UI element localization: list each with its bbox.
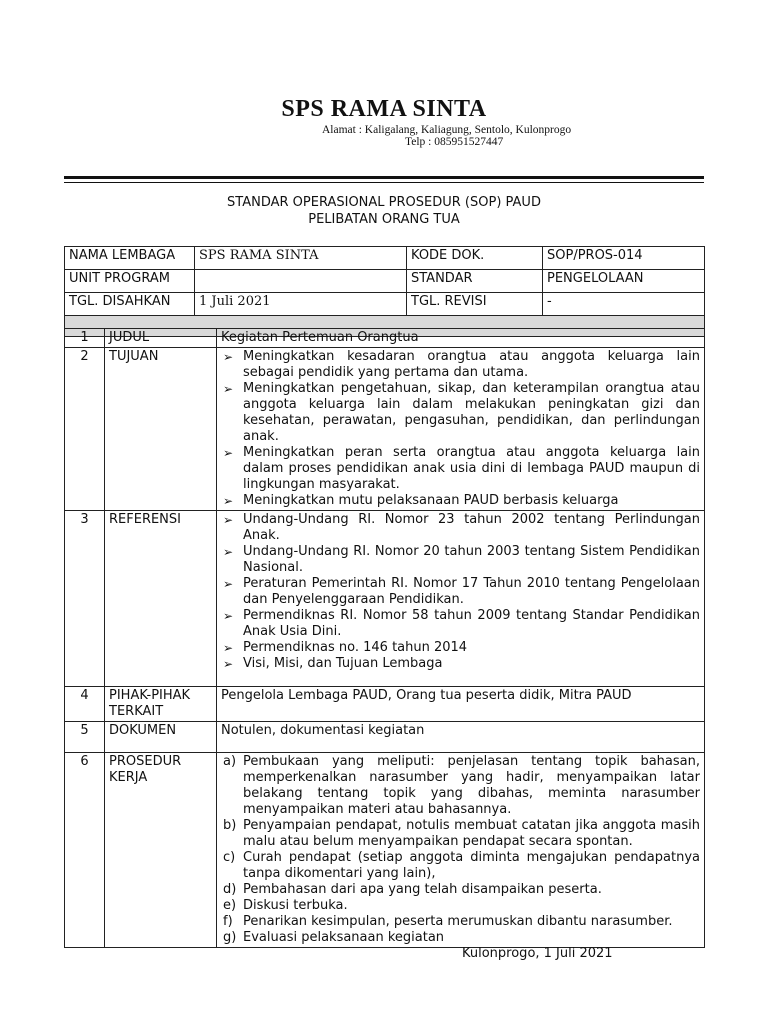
- arrow-bullet-icon: ➢: [223, 641, 234, 655]
- info-label: TGL. DISAHKAN: [65, 293, 195, 316]
- arrow-bullet-icon: ➢: [223, 513, 234, 527]
- document-info-table: [64, 246, 705, 337]
- header-divider-thick: [64, 176, 704, 179]
- list-item: ➢ Meningkatkan mutu pelaksanaan PAUD berbasis keluarga: [223, 493, 619, 508]
- sop-content-table: [64, 328, 705, 948]
- arrow-bullet-icon: ➢: [223, 494, 234, 508]
- list-item: ➢ Meningkatkan peran serta orangtua atau anggota keluarga lain dalam proses pendidikan anak usia dini di lembaga PAUD maupun di lingkungan masyarakat.: [223, 445, 700, 492]
- list-item: c) Curah pendapat (setiap anggota diminta mengajukan pendapatnya tanpa dikomentari yang lain),: [223, 850, 700, 881]
- organization-name: SPS RAMA SINTA: [281, 96, 487, 122]
- section-content: Pengelola Lembaga PAUD, Orang tua peserta didik, Mitra PAUD: [217, 687, 705, 722]
- section-label: PROSEDUR KERJA: [105, 753, 217, 948]
- list-item: ➢ Visi, Misi, dan Tujuan Lembaga: [223, 656, 443, 671]
- step-marker: b): [223, 818, 237, 833]
- arrow-bullet-icon: ➢: [223, 657, 234, 671]
- section-label: JUDUL: [105, 329, 217, 348]
- arrow-bullet-icon: ➢: [223, 545, 234, 559]
- info-label: STANDAR: [407, 270, 543, 293]
- info-value: SOP/PROS-014: [543, 247, 705, 270]
- list-item: g) Evaluasi pelaksanaan kegiatan: [223, 930, 445, 945]
- step-marker: a): [223, 754, 237, 769]
- info-row: [65, 270, 705, 293]
- section-row-judul: [65, 329, 705, 348]
- section-number: 6: [65, 753, 105, 948]
- organization-address: Alamat : Kaligalang, Kaliagung, Sentolo, Kulonprogo: [322, 124, 572, 136]
- header-divider-thin: [64, 182, 704, 183]
- section-label: PIHAK-PIHAK TERKAIT: [105, 687, 217, 722]
- section-label: TUJUAN: [105, 348, 217, 511]
- section-number: 4: [65, 687, 105, 722]
- list-item: ➢ Permendiknas RI. Nomor 58 tahun 2009 tentang Standar Pendidikan Anak Usia Dini.: [223, 608, 700, 639]
- section-number: 5: [65, 722, 105, 753]
- organization-phone: Telp : 085951527447: [405, 136, 504, 148]
- section-label: DOKUMEN: [105, 722, 217, 753]
- list-item: ➢ Meningkatkan kesadaran orangtua atau anggota keluarga lain sebagai pendidik yang pertama dan utama.: [223, 349, 700, 380]
- tujuan-list: [221, 349, 700, 509]
- section-content: [217, 753, 705, 948]
- info-label: NAMA LEMBAGA: [65, 247, 195, 270]
- info-value: [195, 270, 407, 293]
- list-item: a) Pembukaan yang meliputi: penjelasan tentang topik bahasan, memperkenalkan narasumber yang hadir, menyampaikan latar belakang tentang topik yang dibahas, meminta narasumber menyampaikan materi atau bahasannya.: [223, 754, 700, 817]
- list-item: e) Diskusi terbuka.: [223, 898, 348, 913]
- section-row-prosedur: [65, 753, 705, 948]
- info-value: SPS RAMA SINTA: [195, 247, 407, 270]
- step-marker: c): [223, 850, 236, 865]
- section-content: Notulen, dokumentasi kegiatan: [217, 722, 705, 753]
- list-item: ➢ Undang-Undang RI. Nomor 20 tahun 2003 tentang Sistem Pendidikan Nasional.: [223, 544, 700, 575]
- list-item: b) Penyampaian pendapat, notulis membuat catatan jika anggota masih malu atau belum menyampaikan pendapat secara spontan.: [223, 818, 700, 849]
- info-label: UNIT PROGRAM: [65, 270, 195, 293]
- arrow-bullet-icon: ➢: [223, 382, 234, 396]
- info-row: [65, 293, 705, 316]
- list-item: ➢ Undang-Undang RI. Nomor 23 tahun 2002 tentang Perlindungan Anak.: [223, 512, 700, 543]
- step-marker: e): [223, 898, 237, 913]
- list-item: ➢ Peraturan Pemerintah RI. Nomor 17 Tahun 2010 tentang Pengelolaan dan Penyelenggaraan Pendidikan.: [223, 576, 700, 607]
- section-row-dokumen: [65, 722, 705, 753]
- list-item: ➢ Meningkatkan pengetahuan, sikap, dan keterampilan orangtua atau anggota keluarga lain dalam melakukan peningkatan gizi dan kesehatan, perawatan, pengasuhan, pendidikan, dan perlindungan anak.: [223, 381, 700, 444]
- list-item: ➢ Permendiknas no. 146 tahun 2014: [223, 640, 468, 655]
- prosedur-list: [221, 754, 700, 946]
- arrow-bullet-icon: ➢: [223, 577, 234, 591]
- signature-place-date: Kulonprogo, 1 Juli 2021: [462, 946, 613, 961]
- section-content: Kegiatan Pertemuan Orangtua: [217, 329, 705, 348]
- info-value: PENGELOLAAN: [543, 270, 705, 293]
- info-label: TGL. REVISI: [407, 293, 543, 316]
- section-label: REFERENSI: [105, 511, 217, 687]
- step-marker: f): [223, 914, 233, 929]
- section-number: 3: [65, 511, 105, 687]
- list-item: f) Penarikan kesimpulan, peserta merumuskan dibantu narasumber.: [223, 914, 673, 929]
- document-title: STANDAR OPERASIONAL PROSEDUR (SOP) PAUD: [227, 195, 541, 210]
- list-item: d) Pembahasan dari apa yang telah disampaikan peserta.: [223, 882, 602, 897]
- step-marker: d): [223, 882, 237, 897]
- referensi-list: [221, 512, 700, 672]
- arrow-bullet-icon: ➢: [223, 446, 234, 460]
- section-row-pihak: [65, 687, 705, 722]
- section-number: 2: [65, 348, 105, 511]
- info-value: 1 Juli 2021: [195, 293, 407, 316]
- section-row-referensi: [65, 511, 705, 687]
- section-content: [217, 348, 705, 511]
- arrow-bullet-icon: ➢: [223, 350, 234, 364]
- info-value: -: [543, 293, 705, 316]
- arrow-bullet-icon: ➢: [223, 609, 234, 623]
- info-row: [65, 247, 705, 270]
- section-number: 1: [65, 329, 105, 348]
- document-subtitle: PELIBATAN ORANG TUA: [308, 212, 460, 227]
- info-label: KODE DOK.: [407, 247, 543, 270]
- step-marker: g): [223, 930, 237, 945]
- section-row-tujuan: [65, 348, 705, 511]
- section-content: [217, 511, 705, 687]
